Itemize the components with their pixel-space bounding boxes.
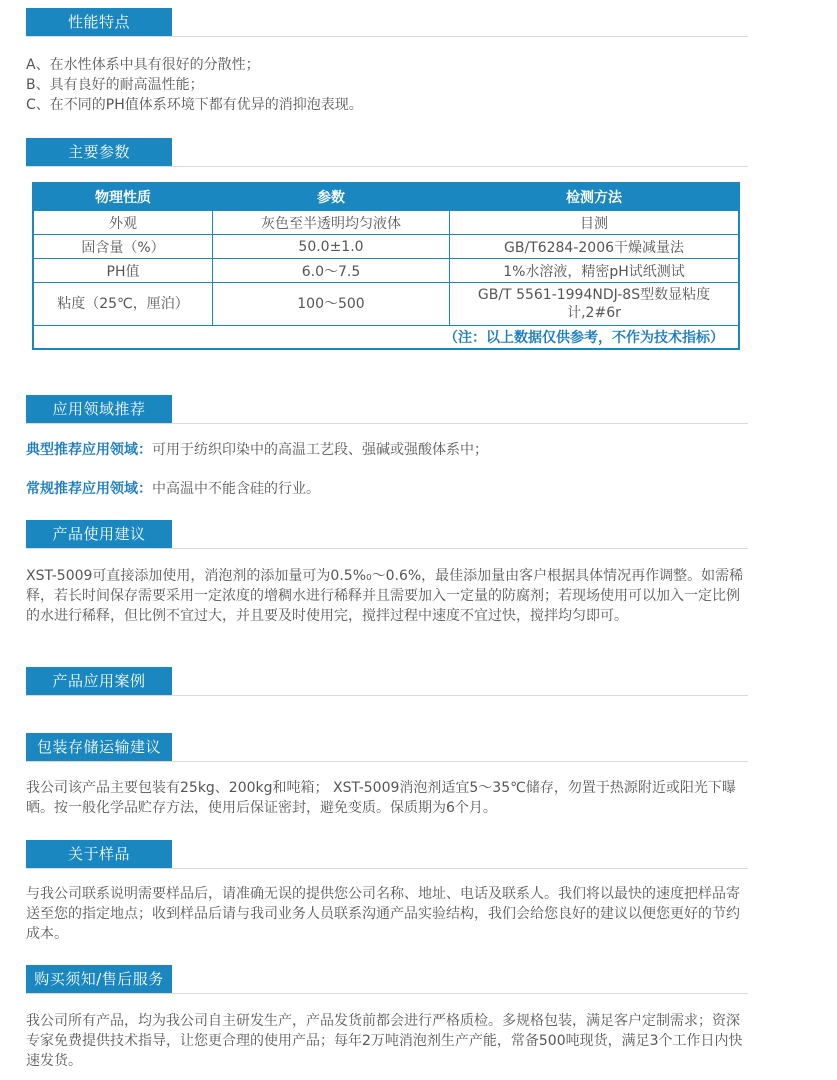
params-table	[32, 182, 740, 350]
table-note-row	[33, 326, 739, 350]
typical-text: 可用于纺织印染中的高温工艺段、强碱或强酸体系中；	[152, 442, 488, 458]
table-cell: 目测	[450, 211, 740, 235]
feature-item: A、在水性体系中具有很好的分散性；	[26, 57, 260, 73]
table-cell: GB/T6284-2006干燥减量法	[450, 235, 740, 259]
table-cell: 粘度（25℃，厘泊）	[33, 283, 213, 326]
storage-text: 我公司该产品主要包装有25kg、200kg和吨箱； XST-5009消泡剂适宜5～35℃储存，勿置于热源附近或阳光下曝晒。按一般化学品贮存方法，使用后保证密封，避免变质。保质期为6个月。	[26, 780, 736, 816]
table-cell: 50.0±1.0	[213, 235, 450, 259]
service-text: 我公司所有产品，均为我公司自主研发生产，产品发货前都会进行严格质检。多规格包装，满足客户定制需求；资深专家免费提供技术指导，让您更合理的使用产品；每年2万吨消泡剂生产产能，常备500吨现货，满足3个工作日内快速发货。	[26, 1013, 743, 1069]
section-header-usage	[26, 520, 748, 549]
section-header-params	[26, 138, 748, 167]
section-header-features	[26, 8, 748, 37]
table-cell: 固含量（%）	[33, 235, 213, 259]
section-title-features: 性能特点	[26, 8, 172, 36]
section-title-usage: 产品使用建议	[26, 520, 172, 548]
general-text: 中高温中不能含硅的行业。	[152, 481, 320, 497]
section-header-cases	[26, 667, 748, 696]
table-header-row	[33, 183, 739, 211]
application-typical	[26, 440, 748, 460]
section-header-service	[26, 965, 748, 994]
general-label: 常规推荐应用领域：	[26, 481, 152, 497]
table-cell: 1%水溶液，精密pH试纸测试	[450, 259, 740, 283]
table-row	[33, 211, 739, 235]
table-cell: 灰色至半透明均匀液体	[213, 211, 450, 235]
table-cell: GB/T 5561-1994NDJ-8S型数显粘度计,2#6r	[450, 283, 740, 326]
table-row	[33, 235, 739, 259]
table-header-cell: 检测方法	[450, 183, 740, 211]
table-header-cell: 参数	[213, 183, 450, 211]
table-cell: 6.0～7.5	[213, 259, 450, 283]
section-title-params: 主要参数	[26, 138, 172, 166]
table-cell: PH值	[33, 259, 213, 283]
feature-item: C、在不同的PH值体系环境下都有优异的消抑泡表现。	[26, 97, 363, 113]
usage-text: XST-5009可直接添加使用，消泡剂的添加量可为0.5%₀～0.6%，最佳添加量由客户根据具体情况再作调整。如需稀释，若长时间保存需要采用一定浓度的增稠水进行稀释并且需要加入一定量的防腐剂；若现场使用可以加入一定比例的水进行稀释，但比例不宜过大，并且要及时使用完，搅拌过程中速度不宜过快，搅拌均匀即可。	[26, 568, 744, 624]
application-general	[26, 479, 748, 499]
section-title-cases: 产品应用案例	[26, 667, 172, 695]
section-header-samples	[26, 840, 748, 869]
section-title-samples: 关于样品	[26, 840, 172, 868]
table-header-cell: 物理性质	[33, 183, 213, 211]
table-cell: 外观	[33, 211, 213, 235]
section-title-application: 应用领域推荐	[26, 395, 172, 423]
samples-text: 与我公司联系说明需要样品后，请准确无误的提供您公司名称、地址、电话及联系人。我们将以最快的速度把样品寄送至您的指定地点；收到样品后请与我司业务人员联系沟通产品实验结构，我们会给您良好的建议以便您更好的节约成本。	[26, 886, 740, 942]
section-title-service: 购买须知/售后服务	[26, 965, 172, 993]
table-row	[33, 283, 739, 326]
table-row	[33, 259, 739, 283]
table-cell: 100～500	[213, 283, 450, 326]
table-note: （注：以上数据仅供参考，不作为技术指标）	[33, 326, 739, 350]
feature-item: B、具有良好的耐高温性能；	[26, 77, 204, 93]
section-header-storage	[26, 733, 748, 762]
section-header-application	[26, 395, 748, 424]
typical-label: 典型推荐应用领域：	[26, 442, 152, 458]
section-title-storage: 包装存储运输建议	[26, 733, 172, 761]
features-list	[26, 55, 748, 115]
